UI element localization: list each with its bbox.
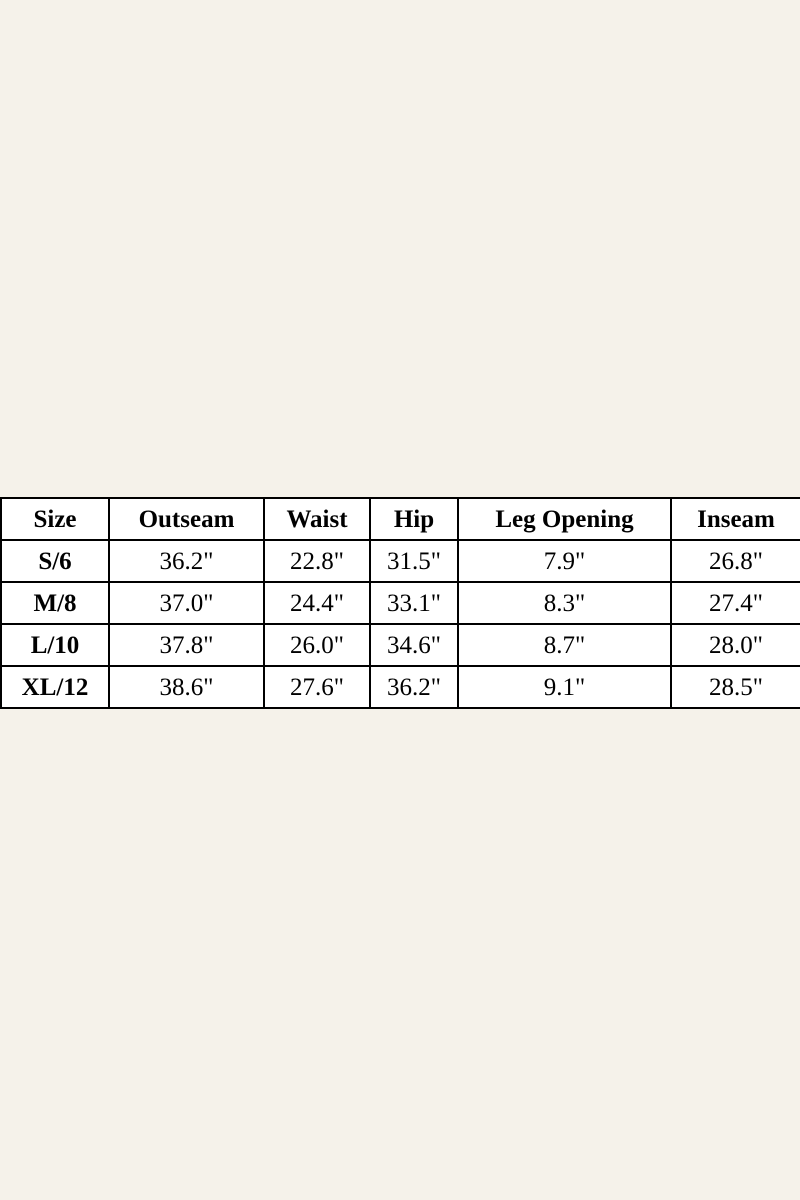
cell-size: L/10	[1, 624, 109, 666]
cell-size: XL/12	[1, 666, 109, 708]
cell-leg-opening: 8.7"	[458, 624, 671, 666]
column-header-hip: Hip	[370, 498, 458, 540]
table-body	[1, 540, 800, 708]
cell-hip: 36.2"	[370, 666, 458, 708]
column-header-outseam: Outseam	[109, 498, 264, 540]
cell-leg-opening: 9.1"	[458, 666, 671, 708]
cell-size: S/6	[1, 540, 109, 582]
column-header-leg-opening: Leg Opening	[458, 498, 671, 540]
size-chart-table	[0, 497, 800, 709]
table-row	[1, 582, 800, 624]
cell-inseam: 27.4"	[671, 582, 800, 624]
table-row	[1, 666, 800, 708]
table-row	[1, 624, 800, 666]
cell-hip: 34.6"	[370, 624, 458, 666]
cell-leg-opening: 8.3"	[458, 582, 671, 624]
cell-outseam: 37.0"	[109, 582, 264, 624]
cell-waist: 27.6"	[264, 666, 370, 708]
table-header	[1, 498, 800, 540]
column-header-size: Size	[1, 498, 109, 540]
column-header-inseam: Inseam	[671, 498, 800, 540]
column-header-waist: Waist	[264, 498, 370, 540]
cell-inseam: 26.8"	[671, 540, 800, 582]
cell-inseam: 28.5"	[671, 666, 800, 708]
cell-size: M/8	[1, 582, 109, 624]
cell-outseam: 38.6"	[109, 666, 264, 708]
cell-outseam: 37.8"	[109, 624, 264, 666]
cell-waist: 26.0"	[264, 624, 370, 666]
cell-waist: 24.4"	[264, 582, 370, 624]
cell-leg-opening: 7.9"	[458, 540, 671, 582]
table-row	[1, 540, 800, 582]
cell-hip: 31.5"	[370, 540, 458, 582]
cell-waist: 22.8"	[264, 540, 370, 582]
cell-inseam: 28.0"	[671, 624, 800, 666]
table-header-row	[1, 498, 800, 540]
cell-outseam: 36.2"	[109, 540, 264, 582]
size-chart-container	[0, 497, 800, 709]
cell-hip: 33.1"	[370, 582, 458, 624]
